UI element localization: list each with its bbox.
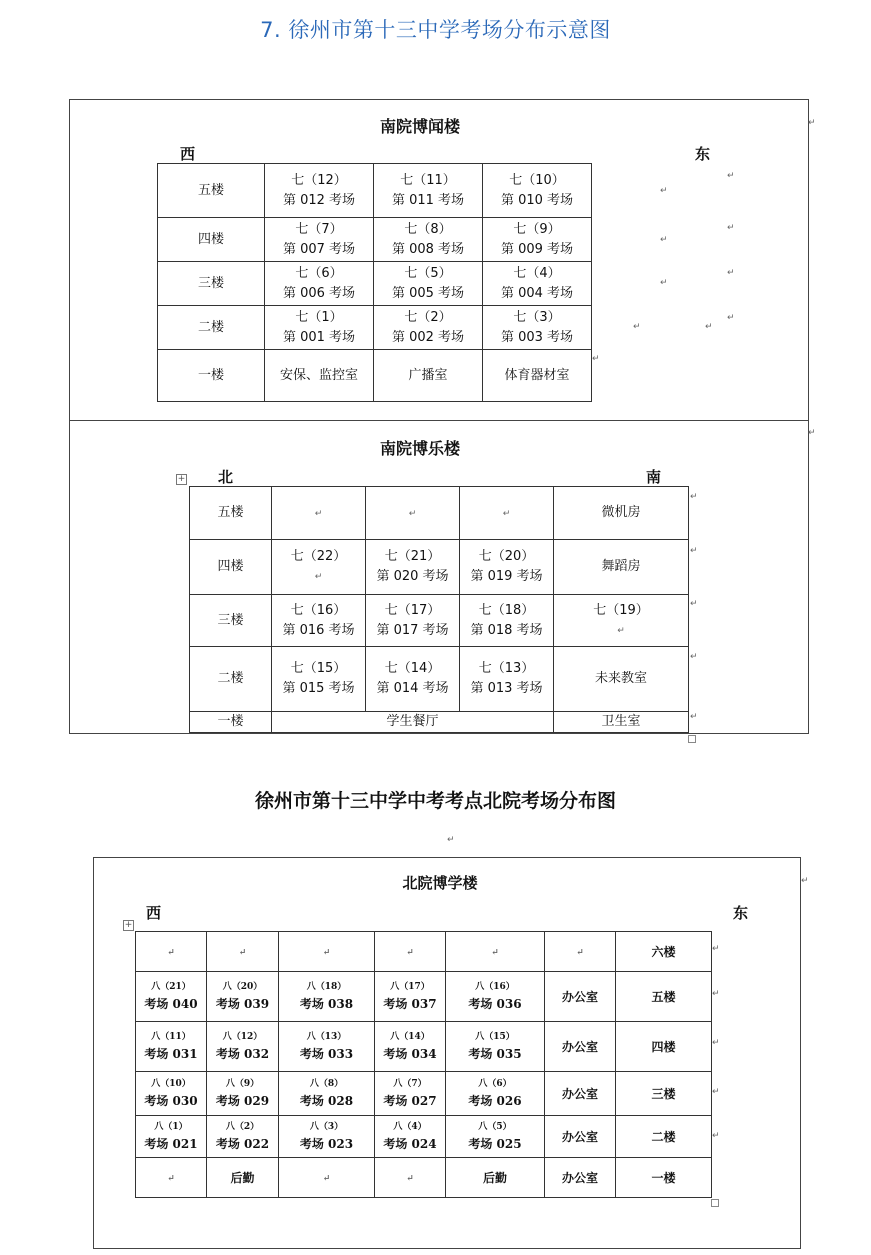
table-row [158, 306, 592, 350]
floor-label: 五楼 [190, 487, 272, 540]
table-resize-handle[interactable] [688, 735, 696, 743]
floor-label: 二楼 [190, 647, 272, 712]
exam-room-cell: 七（7） 第 007 考场 [265, 218, 374, 262]
exam-room-cell: 八（1） 考场 021 [136, 1116, 207, 1158]
exam-room-cell: 七（15） 第 015 考场 [272, 647, 366, 712]
room-cell: 舞蹈房 [554, 540, 689, 595]
floor-label: 一楼 [616, 1158, 712, 1198]
south-label: 南 [646, 468, 662, 486]
exam-room-cell: 七（8） 第 008 考场 [374, 218, 483, 262]
section-divider [69, 420, 809, 421]
table-row [190, 540, 689, 595]
table-move-handle[interactable]: + [177, 474, 186, 484]
empty-cell: ↵ [272, 487, 366, 540]
empty-cell: ↵ [207, 932, 279, 972]
floor-label: 五楼 [158, 164, 265, 218]
exam-room-cell: 八（7） 考场 027 [375, 1072, 446, 1116]
exam-room-cell: 七（17） 第 017 考场 [366, 595, 460, 647]
table-row [158, 350, 592, 402]
exam-room-cell: 七（13） 第 013 考场 [460, 647, 554, 712]
exam-room-cell: 七（16） 第 016 考场 [272, 595, 366, 647]
exam-room-cell: 七（3） 第 003 考场 [483, 306, 592, 350]
paragraph-mark: ↵ [712, 1038, 720, 1048]
west-label: 西 [146, 904, 162, 922]
paragraph-mark: ↵ [808, 428, 816, 438]
table-move-handle[interactable]: + [124, 920, 133, 930]
exam-room-cell: 八（10） 考场 030 [136, 1072, 207, 1116]
empty-cell: ↵ [136, 932, 207, 972]
floor-label: 五楼 [616, 972, 712, 1022]
exam-room-cell: 八（2） 考场 022 [207, 1116, 279, 1158]
room-cell: 体育器材室 [483, 350, 592, 402]
exam-room-cell: 八（12） 考场 032 [207, 1022, 279, 1072]
exam-room-cell: 七（11） 第 011 考场 [374, 164, 483, 218]
table-row [136, 1072, 712, 1116]
table-resize-handle[interactable] [711, 1199, 719, 1207]
north-xue-table [135, 931, 712, 1198]
exam-room-cell: 七（22） ↵ [272, 540, 366, 595]
table-row [136, 1022, 712, 1072]
table-row [190, 595, 689, 647]
paragraph-mark: ↵ [712, 1087, 720, 1097]
exam-room-cell: 七（19） ↵ [554, 595, 689, 647]
room-cell: 安保、监控室 [265, 350, 374, 402]
exam-room-cell: 七（12） 第 012 考场 [265, 164, 374, 218]
table-row [158, 164, 592, 218]
paragraph-mark: ↵ [727, 223, 735, 233]
exam-room-cell: 七（5） 第 005 考场 [374, 262, 483, 306]
exam-room-cell: 八（11） 考场 031 [136, 1022, 207, 1072]
floor-label: 三楼 [190, 595, 272, 647]
logistics-cell: 后勤 [207, 1158, 279, 1198]
south-wen-table [157, 163, 592, 402]
empty-cell: ↵ [446, 932, 545, 972]
exam-room-cell: 八（21） 考场 040 [136, 972, 207, 1022]
paragraph-mark: ↵ [660, 235, 668, 245]
floor-label: 二楼 [158, 306, 265, 350]
floor-label: 三楼 [158, 262, 265, 306]
south-wen-title: 南院博闻楼 [379, 117, 460, 136]
office-cell: 办公室 [545, 1022, 616, 1072]
paragraph-mark: ↵ [690, 712, 698, 722]
office-cell: 办公室 [545, 1116, 616, 1158]
floor-label: 一楼 [158, 350, 265, 402]
exam-room-cell: 七（20） 第 019 考场 [460, 540, 554, 595]
table-row [136, 932, 712, 972]
table-row [158, 262, 592, 306]
exam-room-cell: 八（4） 考场 024 [375, 1116, 446, 1158]
exam-room-cell: 八（18） 考场 038 [279, 972, 375, 1022]
office-cell: 办公室 [545, 1158, 616, 1198]
exam-room-cell: 八（9） 考场 029 [207, 1072, 279, 1116]
floor-label: 四楼 [616, 1022, 712, 1072]
exam-room-cell: 七（4） 第 004 考场 [483, 262, 592, 306]
clinic-cell: 卫生室 [554, 712, 689, 733]
empty-cell: ↵ [279, 932, 375, 972]
floor-label: 一楼 [190, 712, 272, 733]
exam-room-cell: 八（13） 考场 033 [279, 1022, 375, 1072]
table-row [136, 1158, 712, 1198]
exam-room-cell: 七（18） 第 018 考场 [460, 595, 554, 647]
paragraph-mark: ↵ [808, 118, 816, 128]
paragraph-mark: ↵ [690, 546, 698, 556]
logistics-cell: 后勤 [446, 1158, 545, 1198]
paragraph-mark: ↵ [705, 322, 713, 332]
paragraph-mark: ↵ [727, 268, 735, 278]
empty-cell: ↵ [366, 487, 460, 540]
exam-room-cell: 八（17） 考场 037 [375, 972, 446, 1022]
south-le-table [189, 486, 689, 733]
paragraph-mark: ↵ [447, 835, 455, 845]
office-cell: 办公室 [545, 972, 616, 1022]
room-cell: 微机房 [554, 487, 689, 540]
paragraph-mark: ↵ [690, 599, 698, 609]
empty-cell: ↵ [375, 932, 446, 972]
exam-room-cell: 七（2） 第 002 考场 [374, 306, 483, 350]
exam-room-cell: 八（6） 考场 026 [446, 1072, 545, 1116]
north-xue-title: 北院博学楼 [402, 874, 478, 892]
empty-cell: ↵ [545, 932, 616, 972]
floor-label: 六楼 [616, 932, 712, 972]
exam-room-cell: 七（21） 第 020 考场 [366, 540, 460, 595]
exam-room-cell: 八（16） 考场 036 [446, 972, 545, 1022]
empty-cell: ↵ [136, 1158, 207, 1198]
table-row [136, 1116, 712, 1158]
west-label: 西 [180, 145, 196, 163]
east-label: 东 [695, 145, 711, 163]
table-row [190, 487, 689, 540]
floor-label: 二楼 [616, 1116, 712, 1158]
exam-room-cell: 八（3） 考场 023 [279, 1116, 375, 1158]
room-cell: 未来教室 [554, 647, 689, 712]
paragraph-mark: ↵ [727, 171, 735, 181]
paragraph-mark: ↵ [660, 186, 668, 196]
north-campus-title: 徐州市第十三中学中考考点北院考场分布图 [254, 790, 616, 812]
floor-label: 四楼 [158, 218, 265, 262]
table-row [136, 972, 712, 1022]
exam-room-cell: 八（8） 考场 028 [279, 1072, 375, 1116]
paragraph-mark: ↵ [690, 492, 698, 502]
exam-room-cell: 八（20） 考场 039 [207, 972, 279, 1022]
table-row [158, 218, 592, 262]
paragraph-mark: ↵ [712, 1131, 720, 1141]
exam-room-cell: 七（14） 第 014 考场 [366, 647, 460, 712]
exam-room-cell: 七（6） 第 006 考场 [265, 262, 374, 306]
page-title: 7. 徐州市第十三中学考场分布示意图 [260, 18, 611, 42]
exam-room-cell: 八（14） 考场 034 [375, 1022, 446, 1072]
empty-cell: ↵ [460, 487, 554, 540]
north-label: 北 [218, 468, 234, 486]
east-label: 东 [733, 904, 749, 922]
paragraph-mark: ↵ [592, 354, 600, 364]
paragraph-mark: ↵ [712, 944, 720, 954]
exam-room-cell: 八（5） 考场 025 [446, 1116, 545, 1158]
exam-room-cell: 八（15） 考场 035 [446, 1022, 545, 1072]
exam-room-cell: 七（1） 第 001 考场 [265, 306, 374, 350]
office-cell: 办公室 [545, 1072, 616, 1116]
empty-cell: ↵ [279, 1158, 375, 1198]
exam-room-cell: 七（10） 第 010 考场 [483, 164, 592, 218]
paragraph-mark: ↵ [690, 652, 698, 662]
table-row [190, 712, 689, 733]
paragraph-mark: ↵ [801, 876, 809, 886]
paragraph-mark: ↵ [727, 313, 735, 323]
paragraph-mark: ↵ [712, 989, 720, 999]
table-row [190, 647, 689, 712]
canteen-cell: 学生餐厅 [272, 712, 554, 733]
paragraph-mark: ↵ [633, 322, 641, 332]
exam-room-cell: 七（9） 第 009 考场 [483, 218, 592, 262]
floor-label: 四楼 [190, 540, 272, 595]
room-cell: 广播室 [374, 350, 483, 402]
empty-cell: ↵ [375, 1158, 446, 1198]
paragraph-mark: ↵ [660, 278, 668, 288]
south-le-title: 南院博乐楼 [379, 439, 460, 458]
floor-label: 三楼 [616, 1072, 712, 1116]
